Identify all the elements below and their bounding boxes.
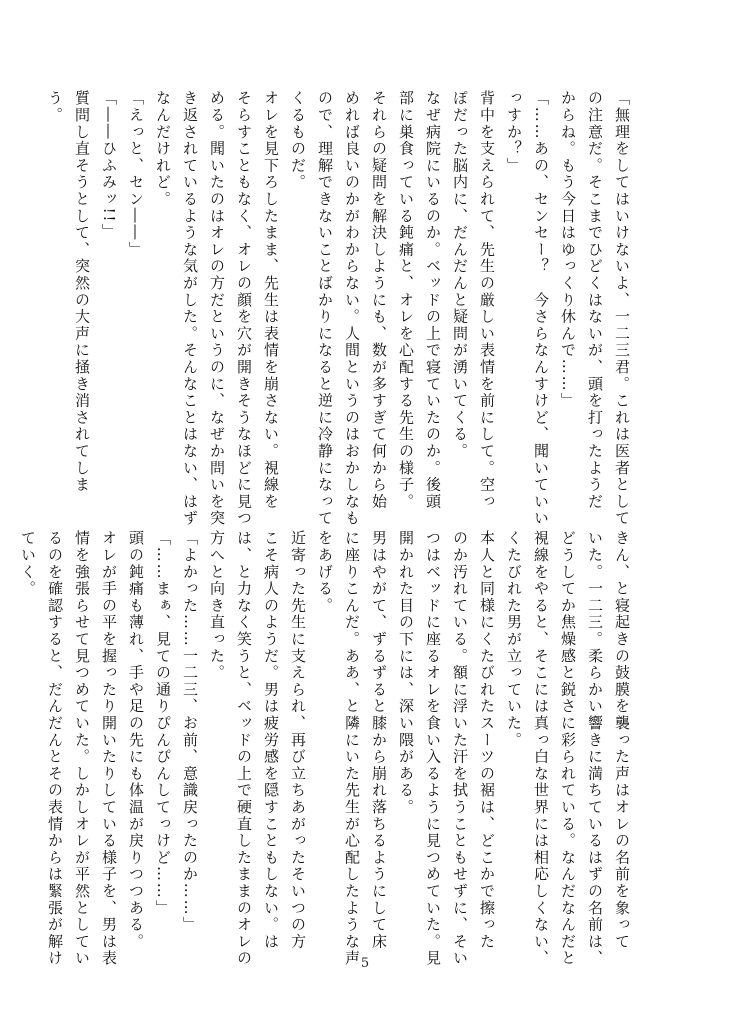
text-line: からね。もう今日はゆっくり休んで……」 [559,90,577,410]
text-line: 情を強張らせて見つめていた。しかしオレが平然としてい [73,530,91,967]
text-line: 質問し直そうとして、突然の大声に掻き消されてしま [73,90,91,494]
text-line: それらの疑問を解決しようにも、数が多すぎて何から始 [370,90,388,510]
text-line: 開かれた目の下には、深い隈がある。 [397,530,415,816]
text-line: 男はやがて、ずるずると膝から崩れ落ちるようにして床 [370,530,388,950]
text-line: は、と力なく笑うと、ベッドの上で硬直したままのオレの [235,530,253,967]
text-line: くたびれた男が立っていた。 [505,530,523,749]
text-line: 方へと向き直った。 [208,530,226,682]
text-line: 「……あの、センセー？ 今さらなんすけど、聞いていい [532,90,550,527]
text-line: の注意だ。そこまでひどくはないが、頭を打ったようだ [586,90,604,510]
text-line: 「――ひふみッ!!」 [100,90,118,241]
text-line: ので、理解できないことばかりになると逆に冷静になって [316,90,334,527]
text-line: っすか？」 [505,90,523,174]
text-line: いた。一二三。柔らかい響きに満ちているはずの名前は、 [586,530,604,967]
text-line: ぽだった脳内に、だんだんと疑問が湧いてくる。 [451,90,469,460]
text-line: オレが手の平を握ったり開いたりしている様子を、男は表 [100,530,118,967]
page-number: 5 [360,956,370,971]
text-line: なんだけれど。 [154,90,172,208]
text-line: める。聞いたのはオレの方だというのに、なぜか問いを突 [208,90,226,527]
text-line: 頭の鈍痛も薄れ、手や足の先にも体温が戻りつつある。 [127,530,145,950]
text-line: に座りこんだ。ああ、と隣にいた先生が心配したような声 [343,530,361,967]
text-line: なぜ病院にいるのか。ベッドの上で寝ていたのか。後頭 [424,90,442,510]
text-line: めれば良いのかがわからない。人間というのはおかしなも [343,90,361,527]
text-line: くるものだ。 [289,90,307,191]
text-line: オレを見下ろしたまま、先生は表情を崩さない。視線を [262,90,280,510]
text-line: 「無理をしてはいけないよ、一二三君。これは医者として [613,90,631,527]
upper-text-block [41,90,635,527]
text-line: ていく。 [19,530,37,598]
text-line: のか汚れている。額に浮いた汗を拭うこともせずに、そい [451,530,469,967]
text-line: 近寄った先生に支えられ、再び立ちあがったそいつの方 [289,530,307,950]
text-line: う。 [46,90,64,124]
text-line: 部に巣食っている鈍痛と、オレを心配する先生の様子。 [397,90,415,510]
text-line: 本人と同様にくたびれたスーツの裾は、どこかで擦った [478,530,496,950]
text-line: きん、と寝起きの鼓膜を襲った声はオレの名前を象って [613,530,631,950]
text-line: 「よかった……一二三、お前、意識戻ったのか……」 [181,530,199,934]
text-line: つはベッドに座るオレを食い入るように見つめていた。見 [424,530,442,967]
text-line: 「えっと、セン――」 [127,90,145,258]
text-line: るのを確認すると、だんだんとその表情からは緊張が解け [46,530,64,967]
text-line: をあげる。 [316,530,334,614]
text-line: 「……まぁ、見ての通りぴんぴんしてっけど……」 [154,530,172,917]
lower-text-block [14,530,635,967]
text-line: き返されているような気がした。そんなことはない、はず [181,90,199,527]
text-line: こそ病人のようだ。男は疲労感を隠すこともしない。は [262,530,280,950]
text-line: そらすこともなく、オレの顔を穴が開きそうなほどに見つ [235,90,253,527]
text-line: 背中を支えられて、先生の厳しい表情を前にして。空っ [478,90,496,510]
text-line: どうしてか焦燥感と鋭さに彩られている。なんだなんだと [559,530,577,967]
text-line: 視線をやると、そこには真っ白な世界には相応しくない、 [532,530,550,967]
